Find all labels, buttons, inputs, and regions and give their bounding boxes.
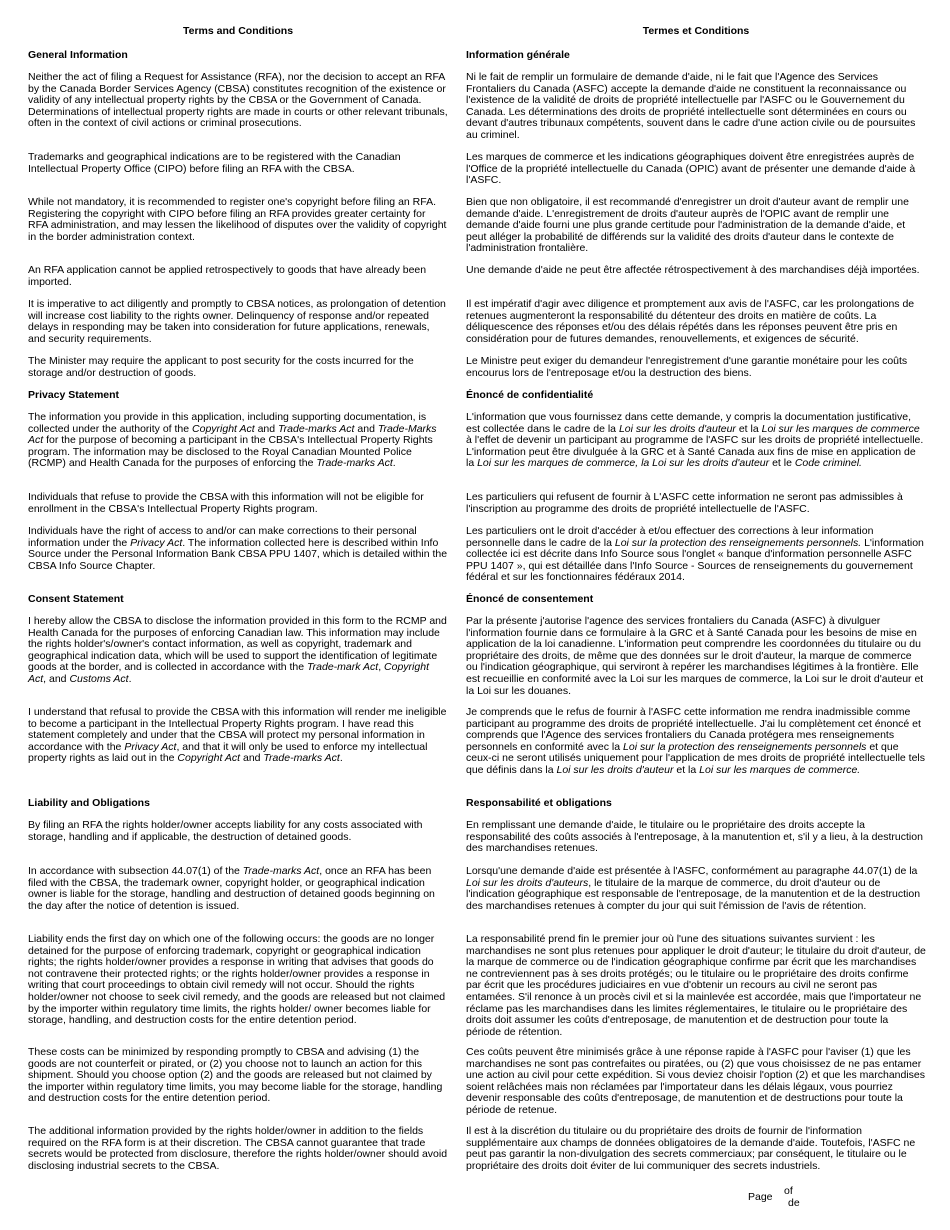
general-p3-fr: Bien que non obligatoire, il est recommandé d'enregistrer un droit d'auteur avant de remplir une demande d'aide. L'enregistrement de droits d'auteur auprès de l'OPIC avant de remplir une demande d'aide fourni une plus grande certitude pour l'administration de la demande d'aide, et peut alléger la probabilité de différends sur la validité des droits d'auteur dans le contexte de l'administration frontalière. (466, 196, 909, 255)
privacy-heading-fr: Énoncé de confidentialité (466, 389, 594, 401)
consent-heading-fr: Énoncé de consentement (466, 593, 594, 605)
liability-p1-en: By filing an RFA the rights holder/owner accepts liability for any costs associated with storage, handling and if applicable, the destruction of detained goods. (28, 819, 423, 843)
liability-p4-en: These costs can be minimized by responding promptly to CBSA and advising (1) the goods are not counterfeit or pirated, or (2) you choose not to launch an action for this shipment. Should you choose option (2) and the goods are released but not claimed by the importer within regulatory time limits, you may become liable for the storage, handling and destruction costs for the entire detention period. (28, 1046, 443, 1105)
consent-p1-fr: Par la présente j'autorise l'agence des services frontaliers du Canada (ASFC) à divulguer l'information fournie dans ce formulaire à la GRC et à Santé Canada pour les besoins de mise en application de la loi canadienne. L'information peut comprendre les coordonnées du titulaire ou du propriétaire des droits, de même que des données sur le droit d'auteur, la marque de commerce ou l'indication géographique, qui serviront à repérer les marchandises légitimes à la frontière. Elle est recueillie en conformité avec la Loi sur les marques de commerce, la Loi sur le droit d'auteur et la Loi sur les douanes. (466, 615, 924, 697)
general-p5-en: It is imperative to act diligently and promptly to CBSA notices, as prolongation of detention will increase cost liability to the rights owner. Delinquency of response and/or repeated delays in responding may be taken into consideration for future applications, renewals, and security requirements. (28, 298, 446, 345)
page-label: Page (748, 1191, 773, 1203)
general-p1-en: Neither the act of filing a Request for Assistance (RFA), nor the decision to accept an RFA by the Canada Border Services Agency (CBSA) constitutes recognition of the existence or validity of any intellectual property rights by the CBSA or the Government of Canada. Determinations of intellectual property rights are made in courts or other relevant tribunals, often in the context of civil actions or criminal prosecutions. (28, 71, 448, 130)
general-p6-fr: Le Ministre peut exiger du demandeur l'enregistrement d'une garantie monétaire pour les coûts encourus lors de l'entreposage et/ou la destruction des biens. (466, 355, 908, 379)
general-p3-en: While not mandatory, it is recommended to register one's copyright before filing an RFA. Registering the copyright with CIPO before filing an RFA provides greater certainty for RFA administration, and may lessen the likelihood of disputes over the validity of copyright in the border administration context. (28, 196, 447, 243)
privacy-p2-en: Individuals that refuse to provide the CBSA with this information will not be eligible for enrollment in the CBSA's Intellectual Property Rights program. (28, 491, 424, 515)
privacy-p1-en: The information you provide in this application, including supporting documentation, is collected under the authority of the Copyright Act and Trade-marks Act and Trade-Marks Act for the purpose of becoming a participant in the CBSA's Intellectual Property Rights program. The information may be disclosed to the Royal Canadian Mounted Police (RCMP) and Health Canada for the purposes of enforcing the Trade-marks Act. (28, 411, 437, 470)
de-label: de (788, 1197, 800, 1209)
liability-p1-fr: En remplissant une demande d'aide, le titulaire ou le propriétaire des droits accepte la responsabilité des coûts associés à l'entreposage, à la manutention et, s'il y a lieu, à la destruction des marchandises retenues. (466, 819, 923, 855)
liability-heading-fr: Responsabilité et obligations (466, 797, 612, 809)
liability-heading-en: Liability and Obligations (28, 797, 150, 809)
of-label: of (784, 1185, 793, 1197)
liability-p5-fr: Il est à la discrétion du titulaire ou du propriétaire des droits de fournir de l'information supplémentaire aux champs de données obligatoires de la demande d'aide. Toutefois, l'ASFC ne peut pas garantir la non-divulgation des secrets commerciaux; par conséquent, le titulaire ou le propriétaire des droits doit éviter de lui communiquer des secrets industriels. (466, 1125, 916, 1172)
liability-p3-en: Liability ends the first day on which one of the following occurs: the goods are no longer detained for the purpose of enforcing trademark, copyright or geographical indication rights; the rights holder/owner provides a response in writing that advises that goods do not contravene their protected rights; or the rights holder/owner provides a response in writing that court proceedings to obtain civil remedy will not occur. Should the rights holder/owner not choose to seek civil remedy, and the goods are released but not claimed by the importer within regulatory time limits, the rights holder/ owner becomes liable for storage, handling, and destruction costs for the entire detention period. (28, 933, 446, 1027)
privacy-p1-fr: L'information que vous fournissez dans cette demande, y compris la documentation justificative, est collectée dans le cadre de la Loi sur les droits d'auteur et la Loi sur les marques de commerce à l'effet de devenir un participant au programme de l'ASFC sur les droits de propriété intellectuelle. L'information peut être divulguée à la GRC et à Santé Canada aux fins de mise en application de la Loi sur les marques de commerce, la Loi sur les droits d'auteur et le Code criminel. (466, 411, 924, 470)
consent-p1-en: I hereby allow the CBSA to disclose the information provided in this form to the RCMP and Health Canada for the purposes of enforcing Canadian law. This information may include the rights holder's/owner's contact information, as well as copyright, trademark and geographical indication data, which will be used to support the identification of legitimate goods at the border, and is collected in accordance with the Trade-mark Act, Copyright Act, and Customs Act. (28, 615, 447, 685)
consent-p2-fr: Je comprends que le refus de fournir à l'ASFC cette information me rendra inadmissible comme participant au programme des droits de propriété intellectuelle. J'ai lu complètement cet énoncé et comprends que l'Agence des services frontaliers du Canada protégera mes renseignements personnels en conformité avec la Loi sur la protection des renseignements personnels et que ceux-ci ne seront utilisés uniquement pour l'application de mes droits de propriété intellectuelle tels que définis dans la Loi sur les droits d'auteur et la Loi sur les marques de commerce. (466, 706, 926, 776)
general-p2-en: Trademarks and geographical indications are to be registered with the Canadian Intellectual Property Office (CIPO) before filing an RFA with the CBSA. (28, 151, 401, 175)
general-p5-fr: Il est impératif d'agir avec diligence et promptement aux avis de l'ASFC, car les prolongations de retenues augmenteront la responsabilité du détenteur des droits en matière de coûts. La déliquescence des réponses et/ou des délais répétés dans les réponses peuvent être pris en considération pour de futures demandes, renouvellements, et exigences de sécurité. (466, 298, 915, 345)
privacy-p3-fr: Les particuliers ont le droit d'accéder à et/ou effectuer des corrections à leur information personnelle dans le cadre de la Loi sur la protection des renseignements personnels. L'information collectée ici est décrite dans Info Source sous l'onglet « banque d'information personnelle ASFC PPU 1407 », qui est détaillée dans l'Info Source - Sources de renseignements du gouvernement fédéral et sur les fonctionnaires fédéraux 2014. (466, 525, 924, 584)
general-p2-fr: Les marques de commerce et les indications géographiques doivent être enregistrées auprès de l'Office de la propriété intellectuelle du Canada (OPIC) avant de présenter une demande d'aide à l'ASFC. (466, 151, 916, 187)
privacy-p3-en: Individuals have the right of access to and/or can make corrections to their personal information under the Privacy Act. The information collected here is described within Info Source under the Personal Information Bank CBSA PPU 1407, which is detailed within the CBSA Info Source Chapter. (28, 525, 448, 572)
liability-p5-en: The additional information provided by the rights holder/owner in addition to the fields required on the RFA form is at their discretion. The CBSA cannot guarantee that trade secrets would be protected from disclosure, therefore the rights holder/owner should avoid disclosing industrial secrets to the CBSA. (28, 1125, 448, 1172)
liability-p3-fr: La responsabilité prend fin le premier jour où l'une des situations suivantes survient : les marchandises ne sont plus retenues pour appliquer le droit d'auteur; le titulaire du droit d'auteur, de la marque de commerce ou de l'indication géographique confirme par écrit que les marchandises ne contreviennent pas à ses droits protégés; ou le titulaire ou le propriétaire des droits confirme par écrit que les procédures judiciaires en vue d'obtenir un recours au civil ne seront pas entamées. S'il renonce à un procès civil et si la mainlevée est accordée, mais que l'importateur ne réclame pas les marchandises dans les limites réglementaires, le titulaire ou le propriétaire des droits doit assumer les coûts d'entreposage, de manutention et de destruction pour toute la période de rétention. (466, 933, 926, 1038)
terms-title-en: Terms and Conditions (182, 25, 294, 37)
liability-p2-fr: Lorsqu'une demande d'aide est présentée à l'ASFC, conformément au paragraphe 44.07(1) de la Loi sur les droits d'auteurs, le titulaire de la marque de commerce, du droit d'auteur ou de l'indication géographique est responsable de l'entreposage, de la manutention et de la destruction des marchandises retenues à compter du jour qui suit l'émission de l'avis de rétention. (466, 865, 921, 912)
privacy-heading-en: Privacy Statement (28, 389, 120, 401)
general-p6-en: The Minister may require the applicant to post security for the costs incurred for the storage and/or destruction of goods. (28, 355, 414, 379)
privacy-p2-fr: Les particuliers qui refusent de fournir à L'ASFC cette information ne seront pas admissibles à l'inscription au programme des droits de propriété intellectuelle de l'ASFC. (466, 491, 903, 515)
liability-p2-en: In accordance with subsection 44.07(1) of the Trade-marks Act, once an RFA has been filed with the CBSA, the trademark owner, copyright holder, or geographical indication owner is liable for the storage, handling and destruction of detained goods beginning on the day after the notice of detention is issued. (28, 865, 435, 912)
general-p4-fr: Une demande d'aide ne peut être affectée rétrospectivement à des marchandises déjà importées. (466, 264, 920, 276)
general-heading-en: General Information (28, 49, 128, 61)
general-p1-fr: Ni le fait de remplir un formulaire de demande d'aide, ni le fait que l'Agence des Services Frontaliers du Canada (ASFC) accepte la demande d'aide ne constituent la reconnaissance ou l'existence de la validité de droits de propriété intellectuelle par l'ASFC ou le Gouvernement du Canada. Les déterminations des droits de propriété intellectuelle sont déterminées en cours ou devant d'autres tribunaux compétents, souvent dans le cadre d'une action civile ou de poursuites au criminel. (466, 71, 916, 141)
liability-p4-fr: Ces coûts peuvent être minimisés grâce à une réponse rapide à l'ASFC pour l'aviser (1) que les marchandises ne sont pas contrefaites ou piratées, ou (2) que vous choisissez de ne pas entamer une action au civil pour cette expédition. Si vous deviez choisir l'option (2) et que les marchandises soient relâchées mais non réclamées par l'importateur dans les délais légaux, vous pourriez devenir responsable des coûts d'entreposage, de manutention et de destructions pour toute la période de retenue. (466, 1046, 926, 1116)
general-heading-fr: Information générale (466, 49, 570, 61)
consent-heading-en: Consent Statement (28, 593, 124, 605)
consent-p2-en: I understand that refusal to provide the CBSA with this information will render me ineligible to become a participant in the Intellectual Property Rights program. I have read this statement completely and under that the CBSA will protect my personal information in accordance with the Privacy Act, and that it will only be used to enforce my intellectual property rights as laid out in the Copyright Act and Trade-marks Act. (28, 706, 447, 765)
terms-title-fr: Termes et Conditions (642, 25, 750, 37)
general-p4-en: An RFA application cannot be applied retrospectively to goods that have already been imported. (28, 264, 427, 288)
